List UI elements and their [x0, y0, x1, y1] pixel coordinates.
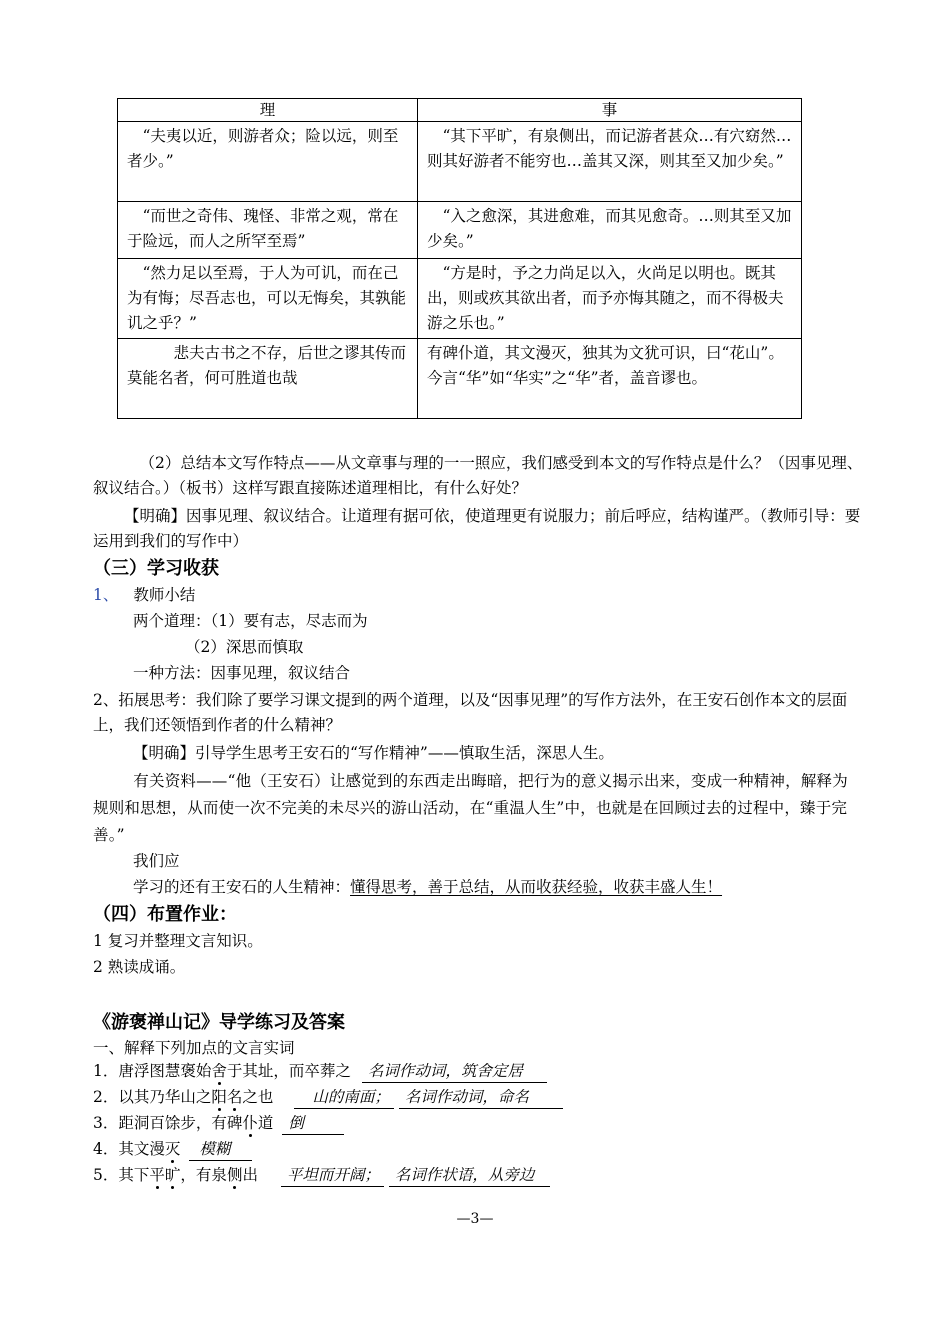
- q3-text-a: 距洞百馀步，有碑: [118, 1114, 243, 1132]
- clarify-writing-spirit: 【明确】引导学生思考王安石的“写作精神”——慎取生活，深思人生。: [133, 744, 614, 762]
- exercise-q1: [93, 1059, 863, 1084]
- cell-shi: 有碑仆道，其文漫灭，独其为文犹可识，曰“花山”。今言“华”如“华实”之“华”者，盖音谬也。: [418, 339, 802, 419]
- reference-material-paragraph: 有关资料——“他（王安石）让感觉到的东西走出晦暗，把行为的意义揭示出来，变成一种精神，解释为规则和思想，从而使一次不完美的未尽兴的游山活动，在“重温人生”中，也就是在回顾过去的过程中，臻于完善。”: [93, 772, 848, 844]
- cell-li: “夫夷以近，则游者众；险以远，则至者少。”: [118, 122, 418, 202]
- exercise-q2: [93, 1085, 863, 1110]
- q5-dotted-word-2: 旷: [164, 1166, 181, 1184]
- table-row: [118, 339, 802, 419]
- summary-item-1: [93, 583, 863, 608]
- q1-number: 1．: [93, 1062, 119, 1080]
- extended-thinking-paragraph: 2、拓展思考：我们除了要学习课文提到的两个道理，以及“因事见理”的写作方法外，在王安石创作本文的层面上，我们还领悟到作者的什么精神？: [93, 691, 848, 734]
- q3-dotted-word: 仆: [242, 1114, 258, 1132]
- cell-shi: “方是时，予之力尚足以入，火尚足以明也。既其出，则或疚其欲出者，而予亦悔其随之，而不得极夫游之乐也。”: [418, 259, 802, 339]
- q3-number: 3．: [93, 1114, 119, 1132]
- question-2-paragraph: （2）总结本文写作特点——从文章事与理的一一照应，我们感受到本文的写作特点是什么？（因事见理、叙议结合。）（板书）这样写跟直接陈述道理相比，有什么好处？: [93, 454, 863, 497]
- item-1-label: 教师小结: [133, 586, 196, 604]
- one-method-line: 一种方法：因事见理，叙议结合: [133, 664, 351, 682]
- exercise-part-1: 一、解释下列加点的文言实词: [93, 1039, 295, 1057]
- q4-text-a: 其文漫: [118, 1140, 165, 1158]
- q5-text-a: 其下: [118, 1166, 150, 1184]
- table-row: [118, 202, 802, 259]
- q5-answer-1: 平坦而开阔；: [281, 1164, 384, 1187]
- q5-dotted-word-1: 平: [149, 1166, 165, 1184]
- exercise-q5: [93, 1163, 863, 1188]
- cell-li: “然力足以至焉，于人为可讥，而在己为有悔；尽吾志也，可以无悔矣，其孰能讥之乎？”: [118, 259, 418, 339]
- exercise-title: 《游褒禅山记》导学练习及答案: [93, 1012, 345, 1033]
- table-row: [118, 259, 802, 339]
- q2-text-a: 以其乃华山之: [118, 1088, 212, 1106]
- q3-text-b: 道: [257, 1114, 274, 1132]
- q2-answer-1: 山的南面；: [294, 1086, 394, 1109]
- q5-dotted-word-3: 侧: [226, 1166, 243, 1184]
- q5-text-b: ，有泉: [180, 1166, 227, 1184]
- table-header-row: [118, 99, 802, 122]
- exercise-q3: [93, 1111, 863, 1136]
- q4-number: 4．: [93, 1140, 119, 1158]
- q2-number: 2．: [93, 1088, 119, 1106]
- cell-li: 悲夫古书之不存，后世之谬其传而莫能名者，何可胜道也哉: [118, 339, 418, 419]
- q1-text-b: 于其址，而卒葬之: [226, 1062, 351, 1080]
- q5-number: 5．: [93, 1166, 119, 1184]
- q2-dotted-word-1: 阳: [211, 1088, 227, 1106]
- li-shi-table: [117, 98, 802, 419]
- q1-text-a: 唐浮图慧褒始: [118, 1062, 212, 1080]
- homework-2: 2 熟读成诵。: [93, 958, 186, 976]
- q1-answer: 名词作动词，筑舍定居: [362, 1060, 547, 1083]
- cell-shi: “入之愈深，其进愈难，而其见愈奇。…则其至又加少矣。”: [418, 202, 802, 259]
- section-3-title: （三）学习收获: [93, 558, 219, 579]
- clarify-paragraph: 【明确】因事见理、叙议结合。让道理有据可依，使道理更有说服力；前后呼应，结构谨严。（教师引导：要运用到我们的写作中）: [93, 507, 861, 550]
- q2-dotted-word-2: 名: [226, 1088, 243, 1106]
- learn-spirit-prefix: 学习的还有王安石的人生精神：: [133, 878, 351, 896]
- item-1-number: 1、: [93, 586, 119, 604]
- cell-shi: “其下平旷，有泉侧出，而记游者甚众…有穴窈然…则其好游者不能穷也…盖其又深，则其至又加少矣。”: [418, 122, 802, 202]
- principle-2-line: （2）深思而慎取: [185, 638, 304, 656]
- learn-spirit-line: [133, 875, 903, 900]
- homework-1: 1 复习并整理文言知识。: [93, 932, 263, 950]
- q4-answer: 模糊: [189, 1138, 252, 1161]
- page-number: —3—: [456, 1211, 494, 1227]
- q4-dotted-word: 灭: [164, 1140, 181, 1158]
- q2-answer-2: 名词作动词，命名: [399, 1086, 563, 1109]
- q2-text-b: 之也: [242, 1088, 274, 1106]
- exercise-q4: [93, 1137, 863, 1162]
- cell-li: “而世之奇伟、瑰怪、非常之观，常在于险远，而人之所罕至焉”: [118, 202, 418, 259]
- we-should-line: 我们应: [133, 852, 180, 870]
- q1-dotted-word: 舍: [211, 1062, 227, 1080]
- q3-answer: 倒: [282, 1112, 344, 1135]
- learn-spirit-underlined: 懂得思考，善于总结，从而收获经验，收获丰盛人生！: [350, 878, 723, 896]
- q5-text-c: 出: [242, 1166, 258, 1184]
- two-principles-line: 两个道理：（1）要有志，尽志而为: [133, 612, 368, 630]
- table-row: [118, 122, 802, 202]
- q5-answer-2: 名词作状语，从旁边: [389, 1164, 551, 1187]
- header-shi: 事: [418, 99, 802, 122]
- header-li: 理: [118, 99, 418, 122]
- section-4-title: （四）布置作业：: [93, 904, 237, 925]
